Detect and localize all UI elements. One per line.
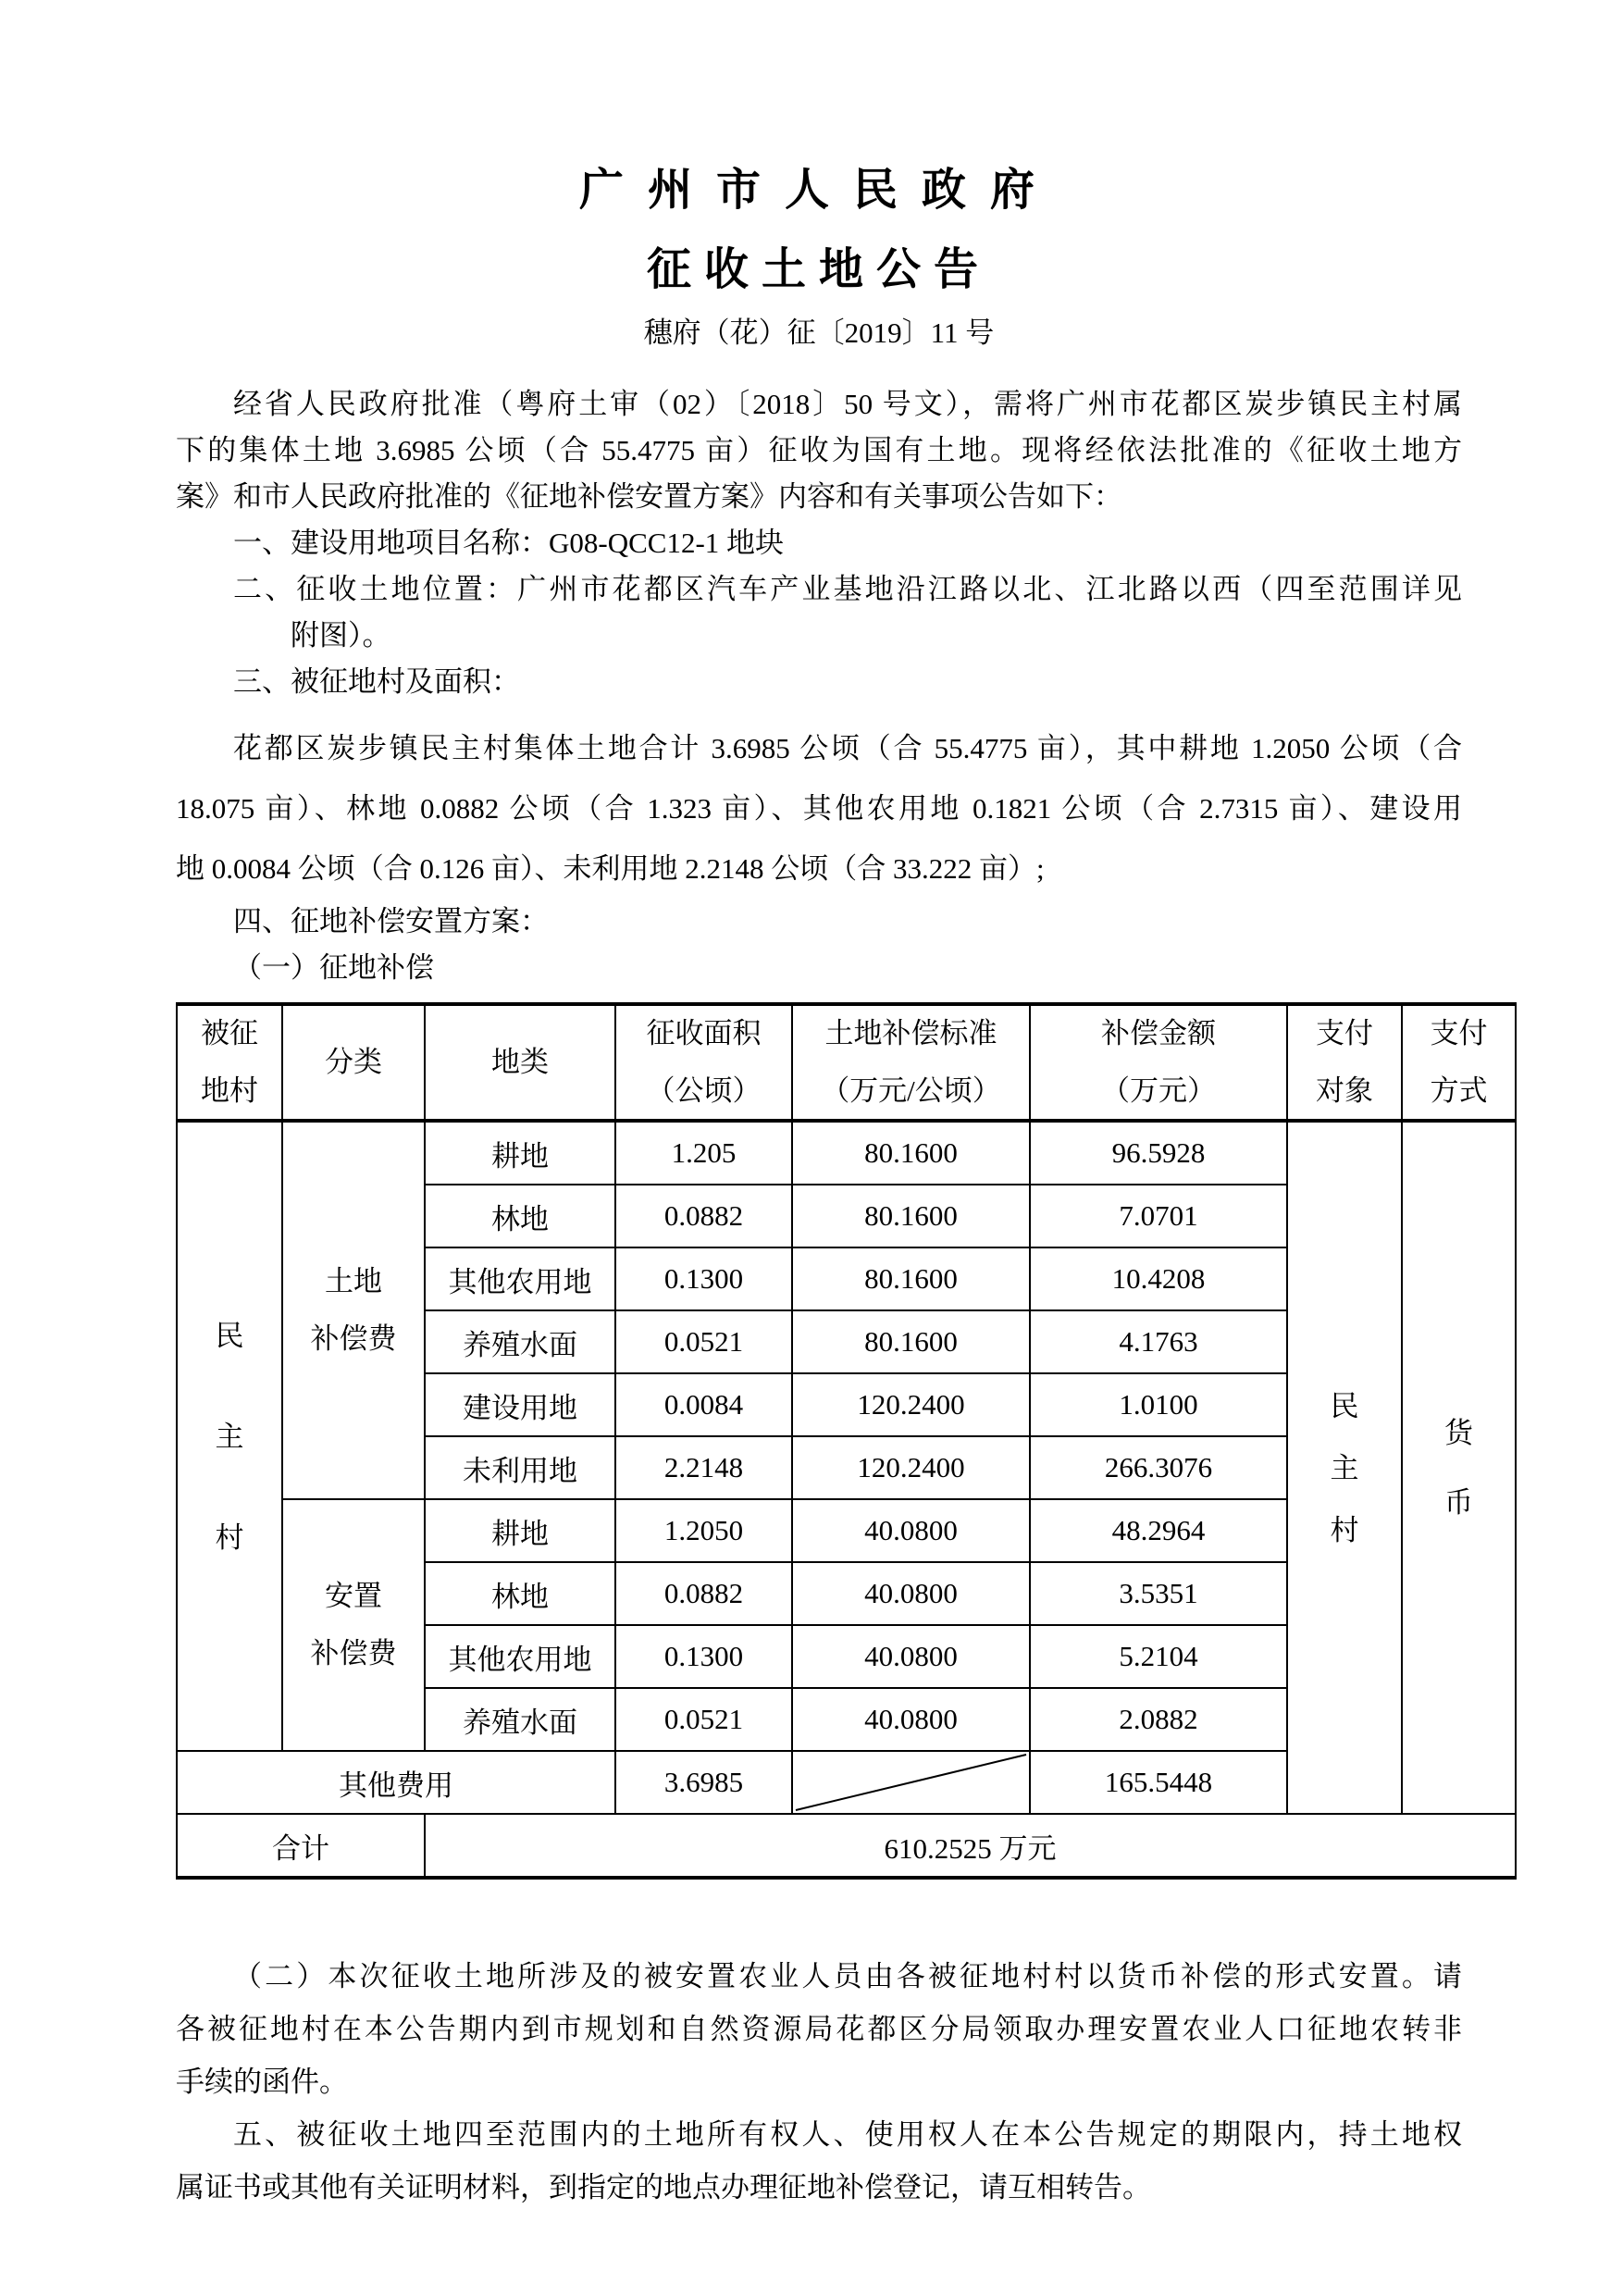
vertical-char: 货	[1444, 1417, 1473, 1449]
header-label	[793, 1019, 1029, 1106]
text-line: 二、征收土地位置：广州市花都区汽车产业基地沿江路以北、江北路以西（四至范围详见	[233, 573, 1462, 605]
header-line: （万元/公顷）	[821, 1074, 1001, 1107]
text-line: 附图）。	[291, 619, 391, 652]
text-line: 属证书或其他有关证明材料，到指定的地点办理征地补偿登记，请互相转告。	[176, 2171, 1151, 2203]
header-line: 地类	[491, 1046, 549, 1078]
land-type-cell: 林地	[425, 1562, 615, 1625]
paragraph	[176, 381, 1462, 520]
text-line: 手续的函件。	[176, 2066, 348, 2098]
paragraph	[176, 520, 1462, 566]
table-row	[177, 1121, 1516, 1185]
area-cell: 0.1300	[615, 1247, 792, 1310]
standard-cell: 40.0800	[792, 1688, 1030, 1751]
compensation-table	[176, 1002, 1517, 1880]
standard-cell: 40.0800	[792, 1499, 1030, 1562]
header-line: 方式	[1430, 1074, 1488, 1107]
text-line: 一、建设用地项目名称：G08-QCC12-1 地块	[233, 527, 785, 559]
vertical-char: 主	[1330, 1451, 1359, 1484]
doc-number: 穗府（花）征〔2019〕11 号	[643, 316, 995, 349]
paragraph	[176, 566, 1462, 659]
header-label	[426, 1048, 614, 1077]
col-header-amount	[1030, 1004, 1287, 1121]
area-cell: 2.2148	[615, 1436, 792, 1499]
header-line: 支付	[1430, 1017, 1488, 1049]
paragraph	[176, 945, 1462, 991]
standard-cell: 80.1600	[792, 1247, 1030, 1310]
category-label-line: 安置	[325, 1580, 382, 1612]
other-fees-area-cell: 3.6985	[615, 1751, 792, 1814]
header-line: 对象	[1316, 1074, 1373, 1107]
text-line: 下的集体土地 3.6985 公顷（合 55.4775 亩）征收为国有土地。现将经依法批准的《征收土地方	[176, 434, 1462, 466]
body-text-bottom	[176, 1950, 1462, 2214]
text-line: 案》和市人民政府批准的《征地补偿安置方案》内容和有关事项公告如下：	[176, 480, 1122, 513]
vertical-char: 币	[1444, 1486, 1473, 1519]
header-label	[616, 1019, 791, 1106]
standard-cell: 80.1600	[792, 1185, 1030, 1247]
land-type-cell: 其他农用地	[425, 1247, 615, 1310]
header-line: （公顷）	[646, 1074, 762, 1107]
land-type-cell: 林地	[425, 1185, 615, 1247]
standard-cell: 120.2400	[792, 1436, 1030, 1499]
amount-cell: 4.1763	[1030, 1310, 1287, 1373]
area-cell: 0.1300	[615, 1625, 792, 1688]
category-label-line: 土地	[325, 1265, 382, 1297]
col-header-category	[282, 1004, 425, 1121]
col-header-land-type	[425, 1004, 615, 1121]
text-line: 花都区炭步镇民主村集体土地合计 3.6985 公顷（合 55.4775 亩），其中耕地 1.2050 公顷（合	[233, 732, 1462, 764]
text-line: 各被征地村在本公告期内到市规划和自然资源局花都区分局领取办理安置农业人口征地农转非	[176, 2013, 1462, 2045]
text-line: 经省人民政府批准（粤府土审（02）〔2018〕50 号文），需将广州市花都区炭步镇民主村属	[233, 388, 1462, 420]
total-row	[177, 1814, 1516, 1878]
total-label-cell: 合计	[177, 1814, 425, 1878]
vertical-char: 村	[215, 1520, 244, 1554]
col-header-pay-target	[1287, 1004, 1402, 1121]
village-cell	[177, 1121, 282, 1751]
header-line: （万元）	[1101, 1074, 1216, 1107]
pay-target-cell	[1287, 1121, 1402, 1814]
page-subtitle: 征收土地公告	[646, 245, 991, 294]
amount-cell: 2.0882	[1030, 1688, 1287, 1751]
diagonal-slash-cell	[792, 1751, 1030, 1814]
vertical-char: 村	[1330, 1513, 1359, 1546]
vertical-char: 民	[1330, 1389, 1359, 1422]
other-fees-label-cell: 其他费用	[177, 1751, 615, 1814]
land-type-cell: 建设用地	[425, 1373, 615, 1436]
diagonal-line-icon	[793, 1752, 1029, 1813]
other-fees-amount-cell: 165.5448	[1030, 1751, 1287, 1814]
header-line: 地村	[201, 1074, 258, 1107]
land-type-cell: 耕地	[425, 1499, 615, 1562]
col-header-area	[615, 1004, 792, 1121]
header-label	[283, 1048, 424, 1077]
pay-method-cell-vertical-text	[1403, 1418, 1515, 1518]
text-line: 18.075 亩）、林地 0.0882 公顷（合 1.323 亩）、其他农用地 0.1821 公顷（合 2.7315 亩）、建设用	[176, 792, 1462, 825]
amount-cell: 10.4208	[1030, 1247, 1287, 1310]
standard-cell: 40.0800	[792, 1562, 1030, 1625]
col-header-standard	[792, 1004, 1030, 1121]
land-type-cell: 养殖水面	[425, 1310, 615, 1373]
header-line: 分类	[325, 1046, 382, 1078]
standard-cell: 80.1600	[792, 1121, 1030, 1185]
header-label	[1288, 1019, 1401, 1106]
area-cell: 1.205	[615, 1121, 792, 1185]
col-header-village	[177, 1004, 282, 1121]
paragraph	[176, 899, 1462, 945]
page-title: 广州市人民政府	[578, 166, 1059, 215]
header-line: 土地补偿标准	[824, 1017, 997, 1049]
header-line: 补偿金额	[1101, 1017, 1216, 1049]
area-cell: 0.0521	[615, 1310, 792, 1373]
pay-target-cell-vertical-text	[1288, 1391, 1401, 1545]
category-label-line: 补偿费	[310, 1637, 397, 1669]
category-label-line: 补偿费	[310, 1322, 397, 1355]
paragraph	[176, 718, 1462, 899]
total-value-cell: 610.2525 万元	[425, 1814, 1516, 1878]
land-type-cell: 耕地	[425, 1121, 615, 1185]
area-cell: 0.0882	[615, 1562, 792, 1625]
text-line: （一）征地补偿	[233, 951, 434, 984]
body-text-top	[176, 381, 1462, 991]
area-cell: 0.0084	[615, 1373, 792, 1436]
amount-cell: 7.0701	[1030, 1185, 1287, 1247]
text-line: （二）本次征收土地所涉及的被安置农业人员由各被征地村村以货币补偿的形式安置。请	[233, 1960, 1462, 1992]
col-header-pay-method	[1402, 1004, 1516, 1121]
paragraph	[176, 1950, 1462, 2108]
table-header-row	[177, 1004, 1516, 1121]
header-label	[178, 1019, 281, 1106]
vertical-char: 主	[215, 1420, 244, 1453]
category-cell	[282, 1121, 425, 1499]
header-line: 支付	[1316, 1017, 1373, 1049]
amount-cell: 48.2964	[1030, 1499, 1287, 1562]
text-line: 四、征地补偿安置方案：	[233, 905, 549, 937]
area-cell: 0.0882	[615, 1185, 792, 1247]
amount-cell: 96.5928	[1030, 1121, 1287, 1185]
amount-cell: 5.2104	[1030, 1625, 1287, 1688]
amount-cell: 1.0100	[1030, 1373, 1287, 1436]
header-line: 征收面积	[646, 1017, 762, 1049]
text-line: 地 0.0084 公顷（合 0.126 亩）、未利用地 2.2148 公顷（合 33.222 亩）;	[176, 852, 1045, 885]
text-line: 五、被征收土地四至范围内的土地所有权人、使用权人在本公告规定的期限内，持土地权	[233, 2118, 1462, 2151]
pay-method-cell	[1402, 1121, 1516, 1814]
standard-cell: 40.0800	[792, 1625, 1030, 1688]
text-line: 三、被征地村及面积：	[233, 665, 520, 698]
area-cell: 1.2050	[615, 1499, 792, 1562]
paragraph	[176, 2108, 1462, 2214]
amount-cell: 3.5351	[1030, 1562, 1287, 1625]
paragraph	[176, 659, 1462, 705]
area-cell: 0.0521	[615, 1688, 792, 1751]
village-cell-vertical-text	[178, 1321, 281, 1553]
header-label	[1403, 1019, 1515, 1106]
land-type-cell: 其他农用地	[425, 1625, 615, 1688]
standard-cell: 120.2400	[792, 1373, 1030, 1436]
vertical-char: 民	[215, 1319, 244, 1352]
land-type-cell: 未利用地	[425, 1436, 615, 1499]
standard-cell: 80.1600	[792, 1310, 1030, 1373]
amount-cell: 266.3076	[1030, 1436, 1287, 1499]
category-cell	[282, 1499, 425, 1751]
land-type-cell: 养殖水面	[425, 1688, 615, 1751]
header-line: 被征	[201, 1017, 258, 1049]
header-label	[1031, 1019, 1286, 1106]
